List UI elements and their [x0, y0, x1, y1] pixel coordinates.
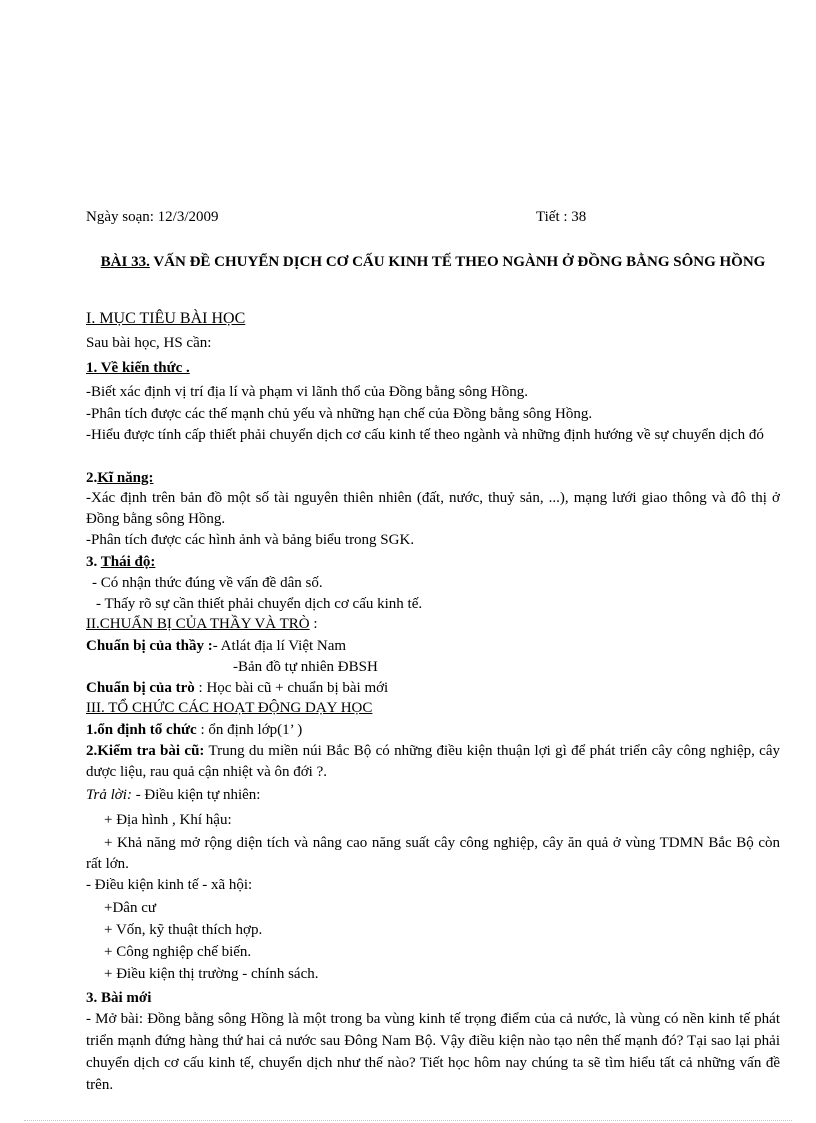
knowledge-item-1: -Biết xác định vị trí địa lí và phạm vi lãnh thổ của Đồng bằng sông Hồng. [86, 384, 529, 400]
socio-label: - Điều kiện kinh tế - xã hội: [86, 877, 253, 893]
section-2-suffix: : [309, 616, 318, 632]
knowledge-heading: 1. Về kiến thức . [86, 360, 190, 376]
section-1-intro: Sau bài học, HS cần: [86, 335, 212, 351]
skills-item-1: -Xác định trên bản đồ một số tài nguyên thiên nhiên (đất, nước, thuỷ sản, ...), mạng lưới giao thông và đô thị ở Đồng bằng sông Hồng. [86, 490, 780, 527]
socio-item-2: + Vốn, kỹ thuật thích hợp. [104, 922, 263, 938]
student-prep-label: Chuẩn bị của trò [86, 680, 195, 696]
skills-item-2: -Phân tích được các hình ảnh và bảng biểu trong SGK. [86, 532, 415, 548]
attitude-number: 3. [86, 554, 101, 570]
natural-item-2: + Khả năng mở rộng diện tích và nâng cao năng suất cây công nghiệp, cây ăn quả ở vùng TDMN Bắc Bộ còn rất lớn. [86, 835, 780, 872]
section-3-heading: III. TỔ CHỨC CÁC HOẠT ĐỘNG DẠY HỌC [86, 700, 373, 716]
teacher-prep-label: Chuẩn bị của thầy : [86, 638, 213, 654]
attitude-item-2: - Thấy rõ sự cần thiết phải chuyển dịch cơ cấu kinh tế. [96, 596, 423, 612]
stabilize-label: 1.ổn định tổ chức [86, 722, 197, 738]
student-prep-text: : Học bài cũ + chuẩn bị bài mới [194, 680, 389, 696]
skills-title: Kĩ năng: [97, 470, 154, 486]
lesson-title-text: VẤN ĐỀ CHUYỂN DỊCH CƠ CẤU KINH TẾ THEO NGÀNH Ở ĐỒNG BẰNG SÔNG HỒNG [149, 254, 766, 270]
lesson-title [86, 252, 780, 273]
check-text: Trung du miền núi Bắc Bộ có những điều kiện thuận lợi gì để phát triển cây công nghiệp, cây dược liệu, rau quả cận nhiệt và ôn đới ?. [86, 743, 780, 780]
attitude-heading [86, 552, 780, 573]
knowledge-item-2: -Phân tích được các thế mạnh chủ yếu và những hạn chế của Đồng bằng sông Hồng. [86, 406, 593, 422]
new-lesson-heading: 3. Bài mới [86, 990, 152, 1006]
lesson-number: BÀI 33. [100, 254, 150, 270]
answer-line [86, 785, 780, 806]
socio-item-1: +Dân cư [104, 900, 156, 916]
teacher-prep-item-1: - Atlát địa lí Việt Nam [212, 638, 347, 654]
knowledge-item-3: -Hiểu được tính cấp thiết phải chuyển dịch cơ cấu kinh tế theo ngành và những định hướng về sự chuyển dịch đó [86, 427, 764, 443]
attitude-item-1: - Có nhận thức đúng về vấn đề dân số. [92, 575, 323, 591]
stabilize-text: : ổn định lớp(1’ ) [196, 722, 303, 738]
answer-label: Trả lời: [86, 787, 132, 803]
check-old-lesson [86, 741, 780, 783]
date-label: Ngày soạn: 12/3/2009 [86, 209, 219, 225]
skills-number: 2. [86, 470, 98, 486]
period-label: Tiết : 38 [536, 209, 587, 225]
student-prep [86, 678, 780, 699]
section-2-heading [86, 614, 780, 635]
page-bottom-divider [24, 1120, 792, 1121]
socio-item-3: + Công nghiệp chế biến. [104, 944, 252, 960]
intro-paragraph: - Mở bài: Đồng bằng sông Hồng là một trong ba vùng kinh tế trọng điểm của cả nước, là vùng có nền kinh tế phát triển mạnh đứng hàng thứ hai cả nước sau Đông Nam Bộ. Vậy điều kiện nào tạo nên thế mạnh đó? Tại sao lại phải chuyển dịch cơ cấu kinh tế, chuyển dịch như thế nào? Tiết học hôm nay chúng ta sẽ tìm hiểu tất cả những vấn đề trên. [86, 1011, 780, 1093]
section-1-heading: I. MỤC TIÊU BÀI HỌC [86, 310, 246, 327]
check-label: 2.Kiểm tra bài cũ: [86, 743, 205, 759]
stabilize-line [86, 720, 780, 741]
skills-heading [86, 468, 780, 489]
teacher-prep-item-2: -Bản đồ tự nhiên ĐBSH [233, 659, 378, 675]
natural-item-1: + Địa hình , Khí hậu: [104, 812, 232, 828]
section-2-title: II.CHUẨN BỊ CỦA THẦY VÀ TRÒ [86, 616, 310, 632]
teacher-prep [86, 636, 780, 657]
header-line [86, 207, 780, 228]
attitude-title: Thái độ: [100, 554, 156, 570]
socio-item-4: + Điều kiện thị trường - chính sách. [104, 966, 319, 982]
answer-text: - Điều kiện tự nhiên: [131, 787, 261, 803]
